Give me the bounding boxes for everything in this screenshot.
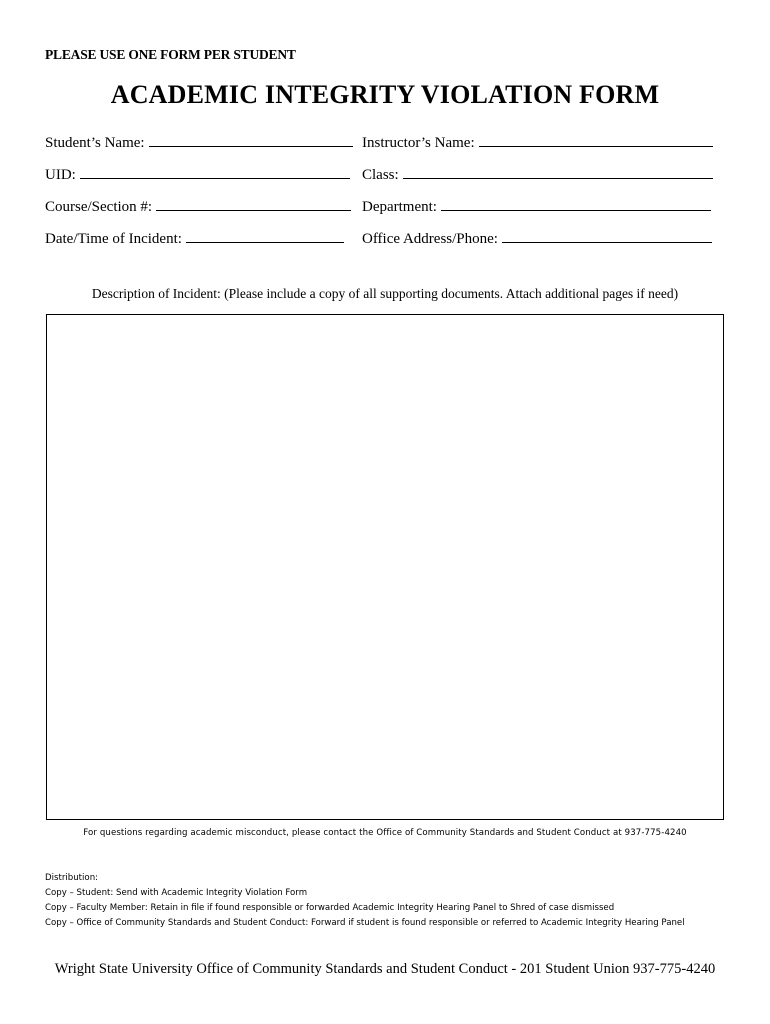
contact-note: For questions regarding academic misconduct, please contact the Office of Community Standards and Student Conduct at 937-775-4240 xyxy=(83,828,687,838)
department-field[interactable] xyxy=(362,196,711,216)
department-label: Department: xyxy=(362,199,437,215)
course-section-label: Course/Section #: xyxy=(45,199,153,215)
class-input[interactable] xyxy=(403,164,713,179)
course-section-input[interactable] xyxy=(156,196,351,211)
distribution-line: Copy – Student: Send with Academic Integrity Violation Form xyxy=(45,888,308,898)
office-address-input[interactable] xyxy=(502,228,712,243)
instructor-name-field[interactable] xyxy=(362,132,713,152)
distribution-line: Copy – Office of Community Standards and Student Conduct: Forward if student is found responsible or referred to Academic Integrity Hearing Panel xyxy=(45,918,685,928)
instructor-name-input[interactable] xyxy=(479,132,713,147)
date-time-field[interactable] xyxy=(45,228,344,248)
student-name-label: Student’s Name: xyxy=(45,135,145,151)
page-title: ACADEMIC INTEGRITY VIOLATION FORM xyxy=(110,80,660,109)
form-notice: PLEASE USE ONE FORM PER STUDENT xyxy=(45,47,296,62)
date-time-label: Date/Time of Incident: xyxy=(45,231,182,247)
course-section-field[interactable] xyxy=(45,196,351,216)
uid-input[interactable] xyxy=(80,164,350,179)
office-address-label: Office Address/Phone: xyxy=(362,231,498,247)
class-label: Class: xyxy=(362,167,399,183)
student-name-input[interactable] xyxy=(149,132,353,147)
uid-field[interactable] xyxy=(45,164,350,184)
department-input[interactable] xyxy=(441,196,711,211)
student-name-field[interactable] xyxy=(45,132,353,152)
description-textarea[interactable] xyxy=(46,314,724,820)
uid-label: UID: xyxy=(45,167,76,183)
distribution-line: Copy – Faculty Member: Retain in file if found responsible or forwarded Academic Integrity Hearing Panel to Shred of case dismissed xyxy=(45,903,615,913)
instructor-name-label: Instructor’s Name: xyxy=(362,135,475,151)
office-address-field[interactable] xyxy=(362,228,712,248)
page-footer: Wright State University Office of Community Standards and Student Conduct - 201 Student Union 937-775-4240 xyxy=(54,961,716,977)
class-field[interactable] xyxy=(362,164,713,184)
distribution-heading: Distribution: xyxy=(45,873,99,883)
date-time-input[interactable] xyxy=(186,228,344,243)
description-label: Description of Incident: (Please include a copy of all supporting documents. Attach additional pages if need) xyxy=(91,286,679,301)
distribution-list xyxy=(45,871,685,931)
